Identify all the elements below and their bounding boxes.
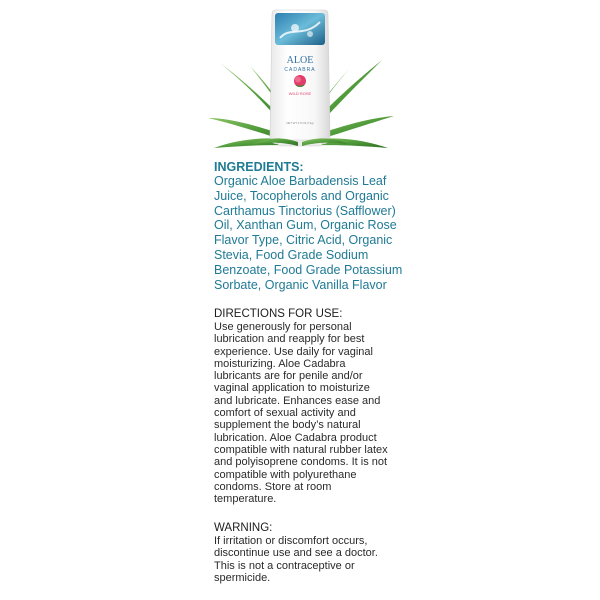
- warning-line: spermicide.: [214, 571, 271, 584]
- variant-label: WILD ROSE: [288, 91, 312, 96]
- net-weight-label: NET WT 2.5 OZ (71g): [286, 121, 314, 125]
- directions-line: supplement the body’s natural: [214, 419, 361, 432]
- directions-line: and polyisoprene condoms. It is not: [214, 456, 388, 469]
- ingredients-text: [214, 174, 414, 292]
- directions-line: and lubricate. Enhances ease and: [214, 394, 381, 407]
- directions-heading: DIRECTIONS FOR USE:: [214, 308, 343, 320]
- ingredients-line: Juice, Tocopherols and Organic: [214, 188, 389, 203]
- brand-line1: ALOE: [286, 55, 314, 66]
- product-image: [200, 8, 400, 158]
- directions-line: Use generously for personal: [214, 321, 352, 333]
- rose-icon: [294, 75, 306, 87]
- directions-line: condoms. Store at room: [214, 480, 332, 493]
- directions-line: compatible with polyurethane: [214, 468, 357, 481]
- directions-line: comfort of sexual activity and: [214, 407, 356, 420]
- ingredients-line: Oil, Xanthan Gum, Organic Rose: [214, 218, 397, 233]
- ingredients-line: Stevia, Food Grade Sodium: [214, 247, 369, 262]
- directions-line: vaginal application to moisturize: [214, 382, 370, 395]
- warning-line: This is not a contraceptive or: [214, 559, 355, 572]
- lubricant-tube: [270, 10, 330, 146]
- warning-line: discontinue use and see a doctor.: [214, 547, 378, 560]
- directions-line: lubricants are for penile and/or: [214, 370, 363, 383]
- ingredients-line: Flavor Type, Citric Acid, Organic: [214, 233, 393, 248]
- directions-line: compatible with natural rubber latex: [214, 443, 388, 456]
- ingredients-line: Carthamus Tinctorius (Safflower): [214, 203, 396, 218]
- brand-line2: CADABRA: [284, 67, 316, 73]
- warning-text: [214, 535, 414, 584]
- ingredients-line: Sorbate, Organic Vanilla Flavor: [214, 277, 387, 292]
- ingredients-heading: INGREDIENTS:: [214, 160, 304, 174]
- warning-line: If irritation or discomfort occurs,: [214, 535, 368, 547]
- directions-line: temperature.: [214, 493, 277, 506]
- warning-heading: WARNING:: [214, 522, 273, 534]
- directions-line: lubrication and reapply for best: [214, 333, 365, 346]
- directions-line: experience. Use daily for vaginal: [214, 345, 373, 358]
- directions-text: [214, 321, 414, 505]
- directions-line: moisturizing. Aloe Cadabra: [214, 357, 346, 370]
- directions-line: lubrication. Aloe Cadabra product: [214, 431, 377, 444]
- ingredients-line: Benzoate, Food Grade Potassium: [214, 262, 403, 277]
- ingredients-line: Organic Aloe Barbadensis Leaf: [214, 174, 387, 188]
